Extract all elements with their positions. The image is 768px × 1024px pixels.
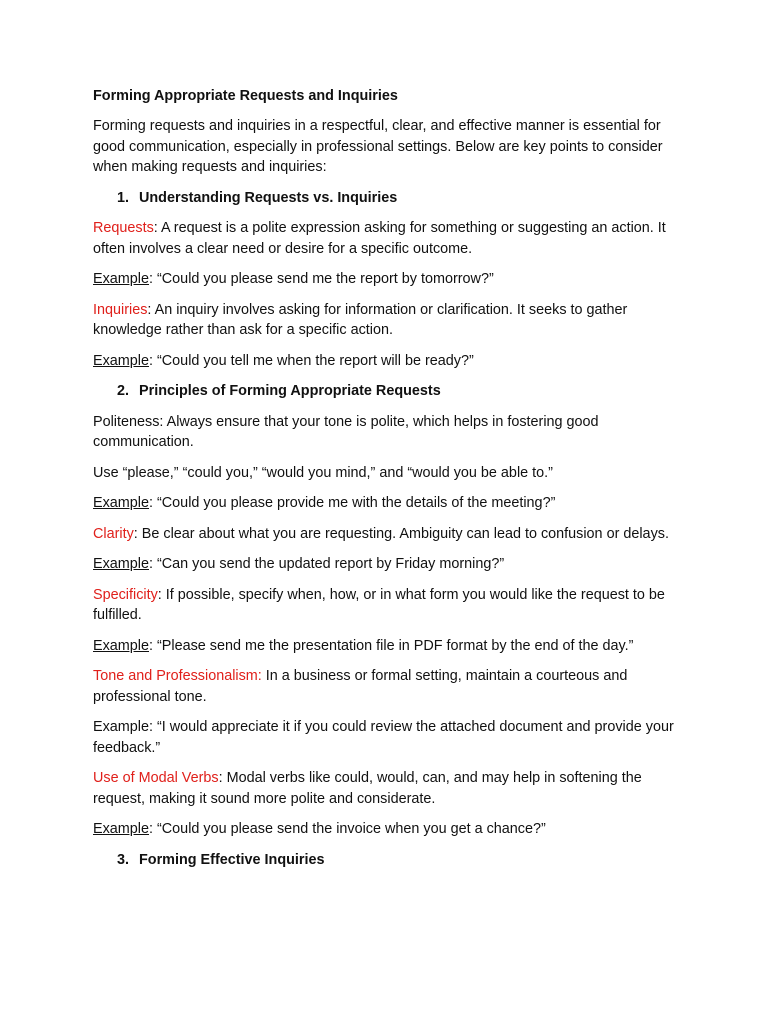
example-text: : “Could you please send me the report by tomorrow?”	[149, 271, 494, 287]
clarity-term: Clarity	[93, 525, 134, 542]
section-1-number: 1.	[117, 189, 130, 206]
requests-text: : A request is a polite expression asking for something or suggesting an action. It often involves a clear need or desire for a specific outcome.	[93, 220, 666, 257]
inquiries-example	[93, 351, 678, 372]
section-2-heading	[93, 381, 678, 402]
inquiries-definition	[93, 300, 678, 341]
clarity-paragraph	[93, 524, 678, 545]
modal-verbs-paragraph	[93, 768, 678, 809]
politeness-example	[93, 493, 678, 514]
example-label: Example	[93, 352, 149, 369]
document-title: Forming Appropriate Requests and Inquiries	[93, 88, 398, 104]
modal-verbs-example	[93, 819, 678, 840]
modal-verbs-text: : Modal verbs like could, would, can, and may help in softening the request, making it sound more polite and considerate.	[93, 770, 642, 807]
requests-definition	[93, 218, 678, 259]
clarity-text: : Be clear about what you are requesting. Ambiguity can lead to confusion or delays.	[133, 525, 669, 542]
example-label: Example	[93, 495, 149, 511]
example-text: : “Could you please send the invoice when you get a chance?”	[149, 821, 546, 837]
section-3-title: Forming Effective Inquiries	[139, 851, 325, 868]
phrases-paragraph: Use “please,” “could you,” “would you mind,” and “would you be able to.”	[93, 464, 553, 481]
section-1-title: Understanding Requests vs. Inquiries	[139, 189, 398, 206]
tone-example: Example: “I would appreciate it if you could review the attached document and provide your feedback.”	[93, 719, 674, 756]
example-label: Example	[93, 556, 149, 572]
example-text: : “Could you please provide me with the details of the meeting?”	[149, 495, 556, 511]
example-text: : “Could you tell me when the report will be ready?”	[149, 352, 474, 369]
section-3-number: 3.	[117, 851, 130, 868]
requests-example	[93, 269, 678, 290]
section-3-heading	[93, 850, 678, 871]
requests-term: Requests	[93, 220, 154, 236]
example-label: Example	[93, 637, 149, 654]
specificity-term: Specificity	[93, 586, 158, 603]
example-label: Example	[93, 271, 149, 287]
example-label: Example	[93, 821, 149, 837]
section-2-number: 2.	[117, 383, 130, 399]
specificity-example	[93, 636, 678, 657]
example-text: : “Please send me the presentation file in PDF format by the end of the day.”	[149, 637, 634, 654]
specificity-text: : If possible, specify when, how, or in what form you would like the request to be fulfilled.	[93, 586, 665, 623]
intro-paragraph: Forming requests and inquiries in a respectful, clear, and effective manner is essential for good communication, especially in professional settings. Below are key points to consider when making requests and inquiries:	[93, 118, 663, 175]
specificity-paragraph	[93, 585, 678, 626]
tone-paragraph	[93, 666, 678, 707]
modal-verbs-term: Use of Modal Verbs	[93, 770, 219, 786]
politeness-paragraph: Politeness: Always ensure that your tone is polite, which helps in fostering good communication.	[93, 413, 599, 450]
tone-term: Tone and Professionalism:	[93, 668, 262, 684]
tone-text: In a business or formal setting, maintain a courteous and professional tone.	[93, 668, 628, 705]
inquiries-text: : An inquiry involves asking for information or clarification. It seeks to gather knowledge rather than ask for a specific action.	[93, 301, 628, 338]
section-1-heading	[93, 188, 678, 209]
clarity-example	[93, 554, 678, 575]
inquiries-term: Inquiries	[93, 301, 148, 318]
example-text: : “Can you send the updated report by Friday morning?”	[149, 556, 505, 572]
section-2-title: Principles of Forming Appropriate Requests	[139, 383, 441, 399]
